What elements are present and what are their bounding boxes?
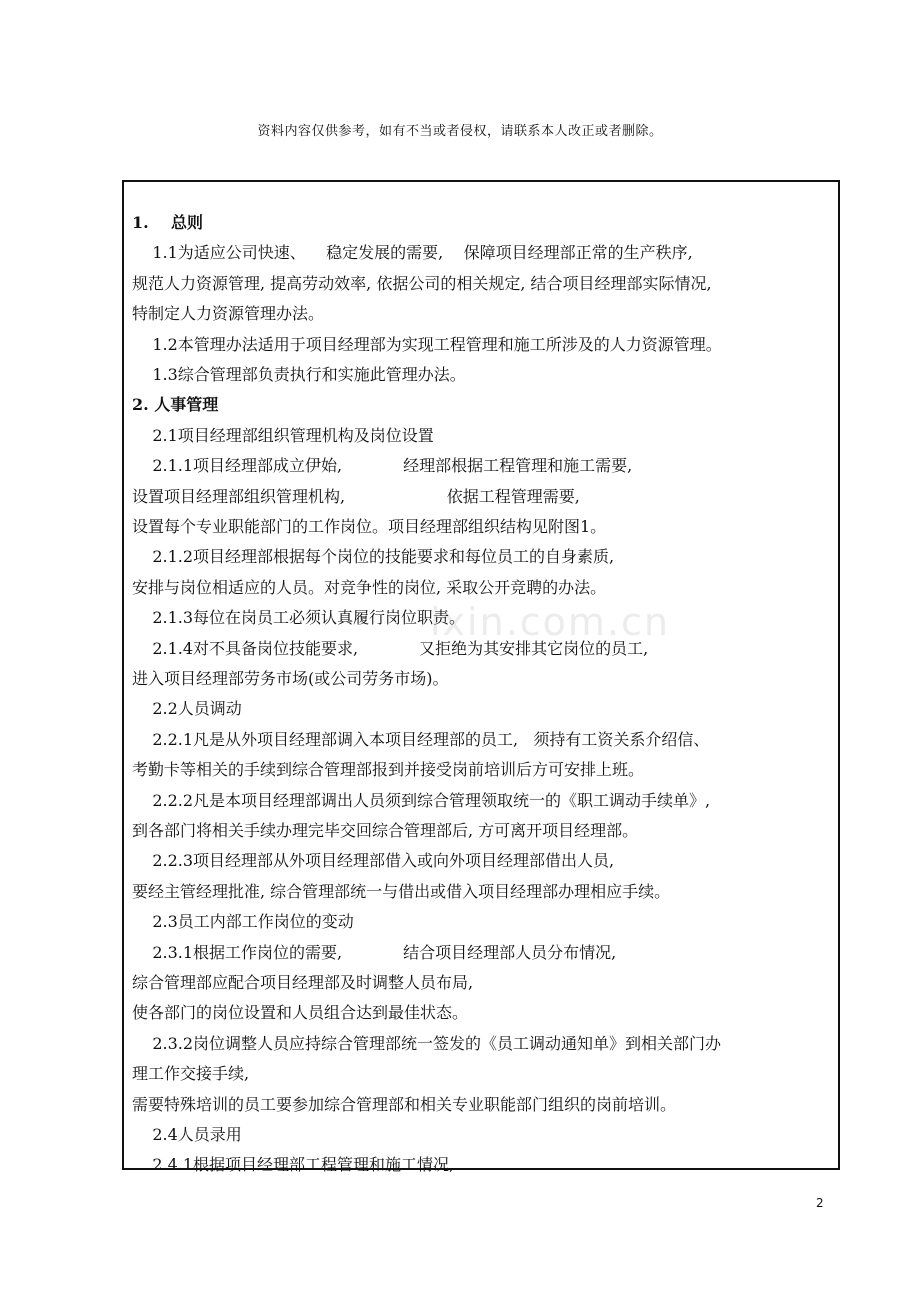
page-number: 2 [816,1196,824,1210]
paragraph-line: 2.2.1凡是从外项目经理部调入本项目经理部的员工, 须持有工资关系介绍信、 [132,729,710,749]
paragraph-line: 2.3员工内部工作岗位的变动 [132,912,354,932]
paragraph-line: 考勤卡等相关的手续到综合管理部报到并接受岗前培训后方可安排上班。 [132,760,645,780]
paragraph-line: 2.2人员调动 [132,699,242,719]
paragraph-line: 综合管理部应配合项目经理部及时调整人员布局, [132,973,474,992]
paragraph-line: 特制定人力资源管理办法。 [132,304,325,324]
paragraph-line: 安排与岗位相适应的人员。对竞争性的岗位, 采取公开竞聘的办法。 [132,577,607,597]
paragraph-line: 1.2本管理办法适用于项目经理部为实现工程管理和施工所涉及的人力资源管理。 [132,334,722,354]
paragraph-line: 使各部门的岗位设置和人员组合达到最佳状态。 [132,1003,469,1023]
paragraph-line: 规范人力资源管理, 提高劳动效率, 依据公司的相关规定, 结合项目经理部实际情况, [132,273,712,293]
paragraph-line: 设置项目经理部组织管理机构, 依据工程管理需要, [132,486,580,506]
paragraph-line: 进入项目经理部劳务市场(或公司劳务市场)。 [132,669,449,688]
paragraph-line: 2.1.2项目经理部根据每个岗位的技能要求和每位员工的自身素质, [132,547,615,567]
paragraph-line: 要经主管经理批准, 综合管理部统一与借出或借入项目经理部办理相应手续。 [132,881,671,901]
paragraph-line: 需要特殊培训的员工要参加综合管理部和相关专业职能部门组织的岗前培训。 [132,1094,677,1114]
paragraph-line: 设置每个专业职能部门的工作岗位。项目经理部组织结构见附图1。 [132,517,607,536]
section-heading: 1. 总则 [132,213,203,232]
paragraph-line: 2.3.1根据工作岗位的需要, 结合项目经理部人员分布情况, [132,942,617,962]
paragraph-line: 2.4.1根据项目经理部工程管理和施工情况, [132,1155,455,1175]
paragraph-line: 到各部门将相关手续办理完毕交回综合管理部后, 方可离开项目经理部。 [132,821,639,840]
paragraph-line: 2.4人员录用 [132,1125,242,1144]
disclaimer-text: 资料内容仅供参考，如有不当或者侵权，请联系本人改正或者删除。 [257,124,663,139]
paragraph-line: 2.1.4对不具备岗位技能要求, 又拒绝为其安排其它岗位的员工, [132,638,649,658]
paragraph-line: 2.3.2岗位调整人员应持综合管理部统一签发的《员工调动通知单》到相关部门办 [132,1033,722,1053]
paragraph-line: 理工作交接手续, [132,1064,250,1084]
section-heading: 2. 人事管理 [132,395,219,415]
paragraph-line: 1.3综合管理部负责执行和实施此管理办法。 [132,365,466,384]
paragraph-line: 2.1项目经理部组织管理机构及岗位设置 [132,425,434,445]
paragraph-line: 2.2.3项目经理部从外项目经理部借入或向外项目经理部借出人员, [132,851,615,871]
paragraph-line: 2.2.2凡是本项目经理部调出人员须到综合管理领取统一的《职工调动手续单》, [132,790,711,810]
paragraph-line: 2.1.3每位在岗员工必须认真履行岗位职责。 [132,608,466,628]
watermark-text: ixin.com.cn [430,600,670,644]
paragraph-line: 1.1为适应公司快速、 稳定发展的需要, 保障项目经理部正常的生产秩序, [132,243,693,263]
paragraph-line: 2.1.1项目经理部成立伊始, 经理部根据工程管理和施工需要, [132,456,633,476]
